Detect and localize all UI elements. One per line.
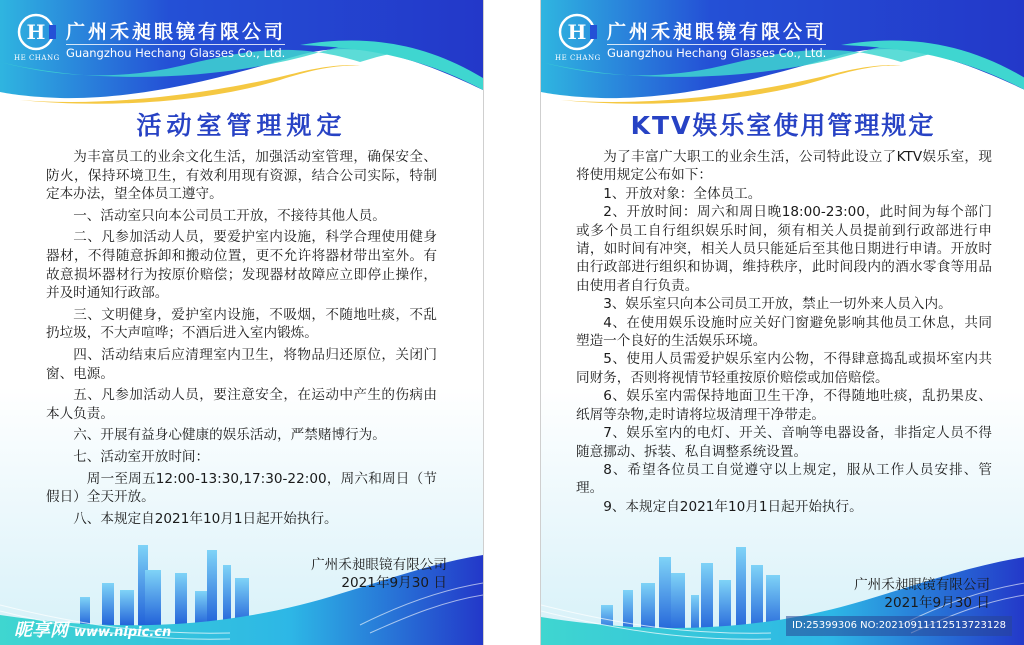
rule-item: 3、娱乐室只向本公司员工开放，禁止一切外来人员入内。 xyxy=(603,296,952,313)
rules-body xyxy=(46,148,437,531)
hechang-logo-icon xyxy=(557,12,597,52)
rule-item: 9、本规定自2021年10月1日起开始执行。 xyxy=(603,498,863,515)
company-name-cn: 广州禾昶眼镜有限公司 xyxy=(607,21,828,43)
poster-activity-room-rules xyxy=(0,0,484,645)
rules-body xyxy=(576,148,992,516)
rule-item: 5、使用人员需爱护娱乐室内公物，不得肆意捣乱或损坏室内共同财务，否则将视情节轻重按原价赔偿或加倍赔偿。 xyxy=(576,351,992,386)
rule-item: 4、在使用娱乐设施时应关好门窗避免影响其他员工休息，共同塑造一个良好的生活娱乐环境。 xyxy=(576,314,992,350)
nipic-watermark xyxy=(14,616,171,642)
svg-text:H: H xyxy=(26,20,46,44)
rule-item: 五、凡参加活动人员，要注意安全，在运动中产生的伤病由本人负责。 xyxy=(46,387,437,422)
rule-item: 7、娱乐室内的电灯、开关、音响等电器设备，非指定人员不得随意挪动、拆装、私自调整系统设置。 xyxy=(576,425,992,460)
rule-item: 2、开放时间：周六和周日晚18:00-23:00，此时间为每个部门或多个员工自行组织娱乐时间，须有相关人员提前到行政部进行申请，如时间有冲突，相关人员只能延后至其他日期进行申请。开放时由行政部进行组织和协调，维持秩序，此时间段内的酒水零食等用品由使用者自行负责。 xyxy=(576,204,992,294)
page-title: KTV娱乐室使用管理规定 xyxy=(630,111,936,140)
company-name-en: Guangzhou Hechang Glasses Co., Ltd. xyxy=(607,46,827,60)
hechang-logo-icon xyxy=(16,12,56,52)
rule-item: 六、开展有益身心健康的娱乐活动，严禁赌博行为。 xyxy=(73,427,386,444)
rule-item: 三、文明健身，爱护室内设施，不吸烟，不随地吐痰，不乱扔垃圾，不大声喧哗；不酒后进入室内锻炼。 xyxy=(46,306,437,342)
watermark-site-url: www.nipic.cn xyxy=(74,625,172,640)
rule-item: 一、活动室只向本公司员工开放，不接待其他人员。 xyxy=(73,207,386,224)
svg-text:H: H xyxy=(567,20,587,44)
signature-date: 2021年9月30 日 xyxy=(884,595,990,611)
watermark-site-name: 昵享网 xyxy=(14,620,68,641)
intro-paragraph: 为丰富员工的业余文化生活，加强活动室管理，确保安全、防火，保持环境卫生，有效利用现有资源，结合公司实际，特制定本办法，望全体员工遵守。 xyxy=(46,149,437,203)
signature-company: 广州禾昶眼镜有限公司 xyxy=(311,557,447,573)
rule-item: 6、娱乐室内需保持地面卫生干净，不得随地吐痰，乱扔果皮、纸屑等杂物,走时请将垃圾清理干净带走。 xyxy=(576,388,992,423)
intro-paragraph: 为了丰富广大职工的业余生活，公司特此设立了KTV娱乐室，现将使用规定公布如下： xyxy=(576,149,992,184)
rule-item: 二、凡参加活动人员，要爱护室内设施，科学合理使用健身器材，不得随意拆卸和搬动位置，更不允许将器材带出室外。有故意损坏器材行为按原价赔偿；发现器材故障应立即停止操作，并及时通知行政部。 xyxy=(46,229,437,302)
signature-company: 广州禾昶眼镜有限公司 xyxy=(854,577,990,593)
logo-subtitle: HE CHANG xyxy=(14,54,60,62)
company-name-en: Guangzhou Hechang Glasses Co., Ltd. xyxy=(66,46,286,60)
poster-ktv-room-rules xyxy=(540,0,1024,645)
rule-item: 七、活动室开放时间： xyxy=(73,448,210,465)
image-id-badge: ID:25399306 NO:20210911112513723128 xyxy=(786,616,1012,636)
rule-item: 1、开放对象：全体员工。 xyxy=(603,185,762,202)
signature-date: 2021年9月30 日 xyxy=(341,575,447,591)
page-title: 活动室管理规定 xyxy=(136,111,347,140)
rule-item: 八、本规定自2021年10月1日起开始执行。 xyxy=(73,510,338,527)
logo-subtitle: HE CHANG xyxy=(555,54,601,62)
rule-item: 8、希望各位员工自觉遵守以上规定，服从工作人员安排、管理。 xyxy=(576,461,992,497)
signature-block xyxy=(854,576,990,612)
signature-block xyxy=(311,556,447,592)
rule-item: 四、活动结束后应清理室内卫生，将物品归还原位，关闭门窗、电源。 xyxy=(46,346,437,382)
opening-hours: 周一至周五12:00-13:30,17:30-22:00，周六和周日（节假日）全天开放。 xyxy=(46,470,437,506)
company-name-cn: 广州禾昶眼镜有限公司 xyxy=(66,21,287,43)
